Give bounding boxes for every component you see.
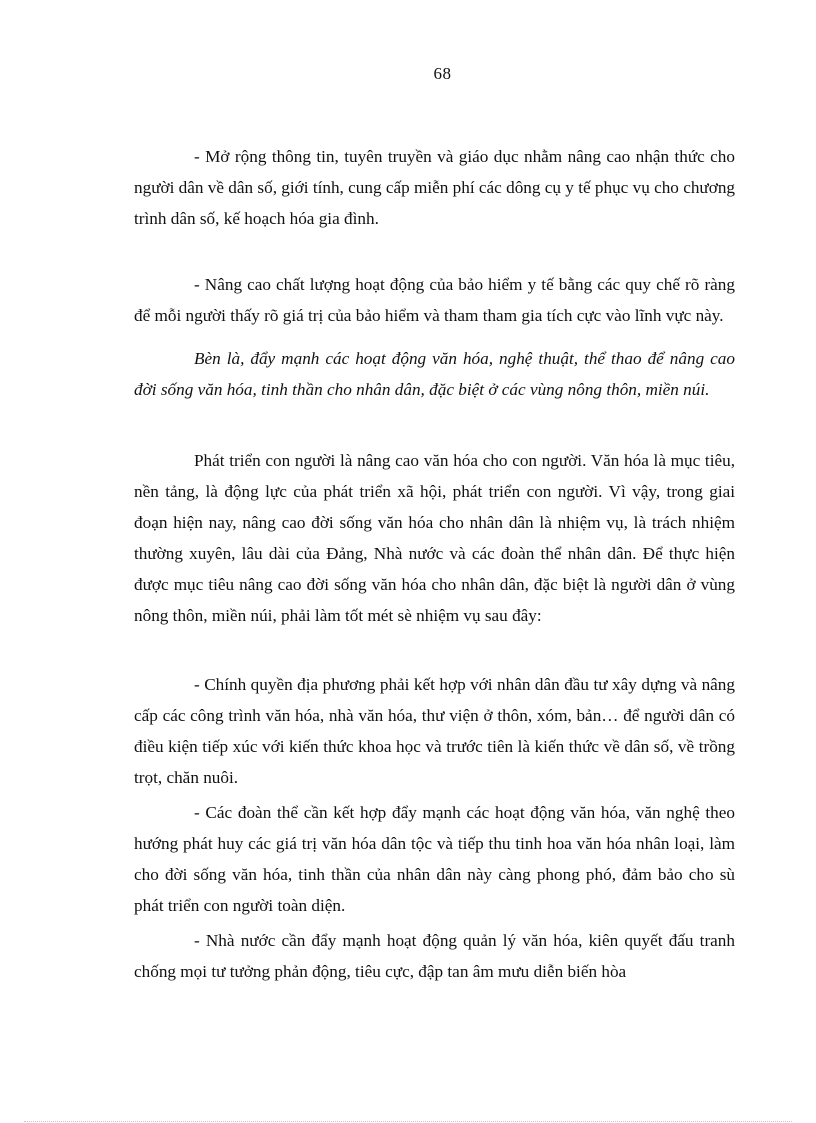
paragraph-information-education [134,141,735,234]
paragraph-text: Phát triển con người là nâng cao văn hóa cho con người. Văn hóa là mục tiêu, nền tảng, là động lực của phát triển xã hội, phát triển con người. Vì vậy, trong giai đoạn hiện nay, nâng cao đời sống văn hóa cho nhân dân là nhiệm vụ, là trách nhiệm thường xuyên, lâu dài của Đảng, Nhà nước và các đoàn thể nhân dân. Để thực hiện được mục tiêu nâng cao đời sống văn hóa cho nhân dân, đặc biệt là người dân ở vùng nông thôn, miền núi, phải làm tốt mét sè nhiệm vụ sau đây: [134,451,735,625]
paragraph-text: - Nâng cao chất lượng hoạt động của bảo hiểm y tế bằng các quy chế rõ ràng để mỗi người thấy rõ giá trị của bảo hiểm và tham tham gia tích cực vào lĩnh vực này. [134,275,735,325]
paragraph-organizations [134,797,735,921]
paragraph-health-insurance [134,269,735,331]
paragraph-culture-heading [134,343,735,405]
page-bottom-divider [24,1121,792,1122]
paragraph-text: - Mở rộng thông tin, tuyên truyền và giáo dục nhằm nâng cao nhận thức cho người dân về dân số, giới tính, cung cấp miễn phí các dông cụ y tế phục vụ cho chương trình dân số, kế hoạch hóa gia đình. [134,147,736,228]
paragraph-local-government [134,669,735,793]
paragraph-state-management [134,925,735,987]
paragraph-human-development [134,445,735,631]
paragraph-text-italic: Bèn là, đẩy mạnh các hoạt động văn hóa, nghệ thuật, thể thao để nâng cao đời sống văn hóa, tinh thần cho nhân dân, đặc biệt ở các vùng nông thôn, miền núi. [134,349,735,399]
page-number: 68 [433,64,452,83]
paragraph-text: - Các đoàn thể cần kết hợp đẩy mạnh các hoạt động văn hóa, văn nghệ theo hướng phát huy các giá trị văn hóa dân tộc và tiếp thu tinh hoa văn hóa nhân loại, làm cho đời sống văn hóa, tinh thần của nhân dân này càng phong phó, đảm bảo cho sù phát triển con người toàn diện. [134,803,735,915]
paragraph-text: - Nhà nước cần đẩy mạnh hoạt động quản lý văn hóa, kiên quyết đấu tranh chống mọi tư tưởng phản động, tiêu cực, đập tan âm mưu diễn biến hòa [134,931,735,981]
paragraph-text: - Chính quyền địa phương phải kết hợp với nhân dân đầu tư xây dựng và nâng cấp các công trình văn hóa, nhà văn hóa, thư viện ở thôn, xóm, bản… để người dân có điều kiện tiếp xúc với kiến thức khoa học và trước tiên là kiến thức về dân số, về trồng trọt, chăn nuôi. [134,675,735,787]
